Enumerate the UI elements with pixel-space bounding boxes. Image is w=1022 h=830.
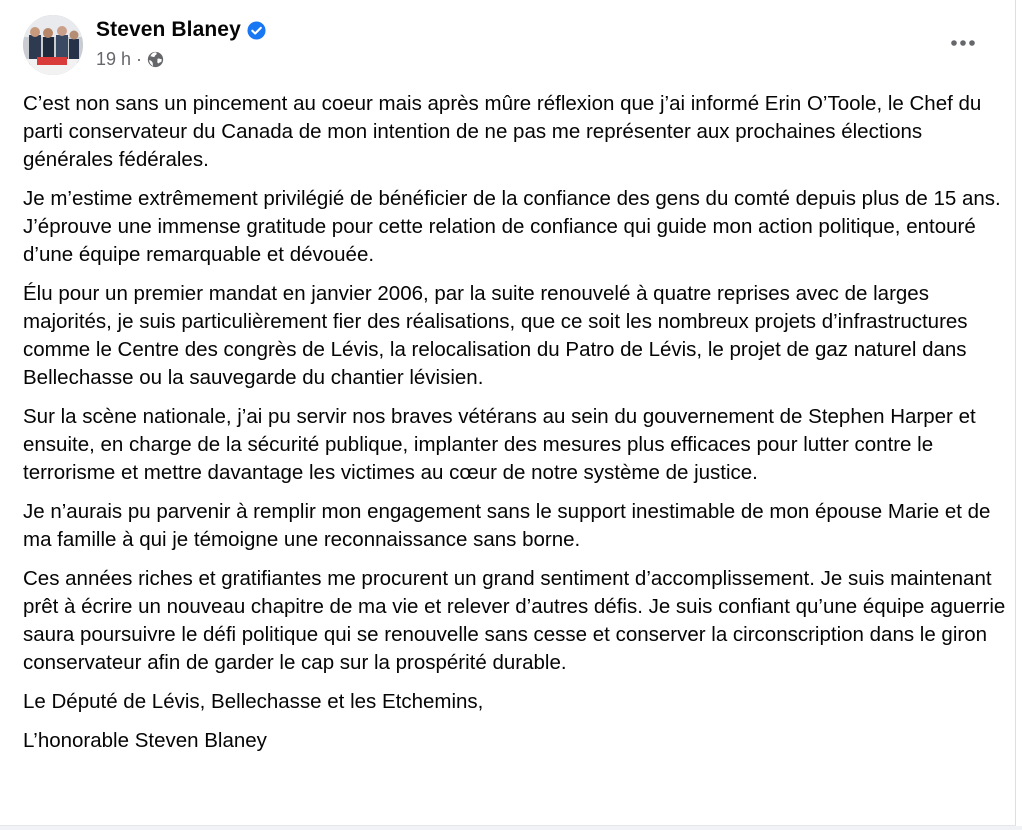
post-meta: [96, 49, 164, 70]
author-line: [96, 18, 266, 42]
post-paragraph: Je m’estime extrêmement privilégié de bénéficier de la confiance des gens du comté depuis plus de 15 ans. J’éprouve une immense gratitude pour cette relation de confiance qui guide mon action politique, entouré d’une équipe remarquable et dévouée.: [23, 187, 1001, 266]
verified-badge-icon: [247, 21, 266, 40]
post-paragraph: Élu pour un premier mandat en janvier 2006, par la suite renouvelé à quatre reprises avec de larges majorités, je suis particulièrement fier des réalisations, que ce soit les nombreux projets d’infrastructures comme le Centre des congrès de Lévis, la relocalisation du Patro de Lévis, le projet de gaz naturel dans Bellechasse ou la sauvegarde du chantier lévisien.: [23, 282, 968, 389]
avatar-photo: [23, 15, 83, 75]
post-body: [23, 90, 1008, 766]
author-name[interactable]: Steven Blaney: [96, 18, 241, 41]
post-header: [23, 15, 993, 77]
meta-separator: ·: [136, 49, 143, 69]
more-horizontal-icon: [950, 39, 976, 47]
post-paragraph: C’est non sans un pincement au coeur mais après mûre réflexion que j’ai informé Erin O’Toole, le Chef du parti conservateur du Canada de mon intention de ne pas me représenter aux prochaines élections générales fédérales.: [23, 92, 982, 171]
more-options-button[interactable]: [945, 27, 981, 59]
post-timestamp[interactable]: 19 h: [96, 49, 132, 69]
feed-background-strip: [0, 826, 1022, 830]
post-signature-title: Le Député de Lévis, Bellechasse et les Etchemins,: [23, 690, 484, 713]
post-paragraph: Ces années riches et gratifiantes me procurent un grand sentiment d’accomplissement. Je suis maintenant prêt à écrire un nouveau chapitre de ma vie et relever d’autres défis. Je suis confiant qu’une équipe aguerrie saura poursuivre le défi politique qui se renouvelle sans cesse et conserver la circonscription dans le giron conservateur afin de garder le cap sur la prospérité durable.: [23, 567, 1006, 674]
globe-icon[interactable]: [147, 51, 164, 68]
avatar[interactable]: [23, 15, 83, 75]
post-paragraph: Je n’aurais pu parvenir à remplir mon engagement sans le support inestimable de mon épouse Marie et de ma famille à qui je témoigne une reconnaissance sans borne.: [23, 500, 991, 551]
post-signature-name: L’honorable Steven Blaney: [23, 729, 267, 752]
post-paragraph: Sur la scène nationale, j’ai pu servir nos braves vétérans au sein du gouvernement de Stephen Harper et ensuite, en charge de la sécurité publique, implanter des mesures plus efficaces pour lutter contre le terrorisme et mettre davantage les victimes au cœur de notre système de justice.: [23, 405, 976, 484]
